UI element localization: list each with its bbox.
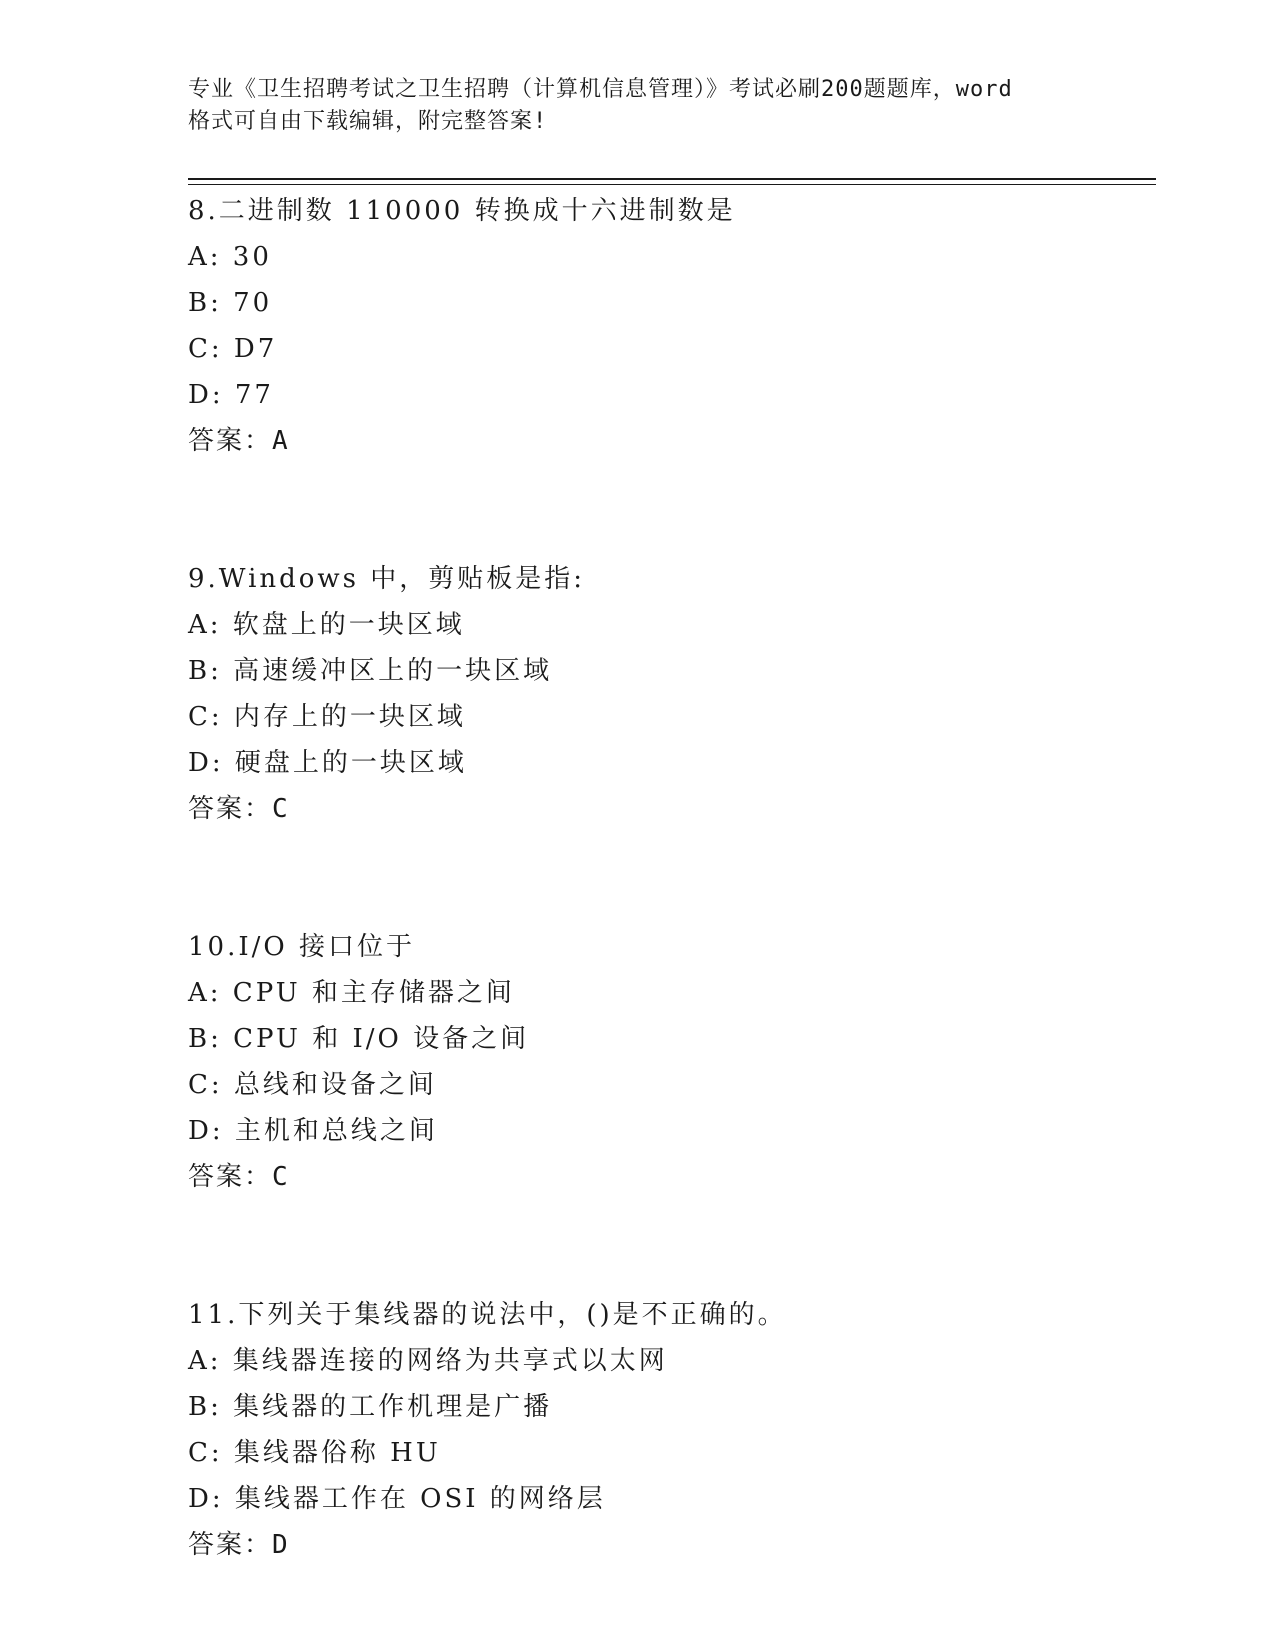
question-stem: 11.下列关于集线器的说法中，()是不正确的。 <box>188 1300 787 1330</box>
question-stem: 9.Windows 中，剪贴板是指: <box>188 564 586 594</box>
option-d: D: 77 <box>188 380 274 410</box>
header-line-2: 格式可自由下载编辑，附完整答案! <box>188 109 548 134</box>
option-d: D: 集线器工作在 OSI 的网络层 <box>188 1484 606 1514</box>
option-c: C: 总线和设备之间 <box>188 1070 437 1100</box>
question-spacer <box>188 832 1148 924</box>
document-header <box>188 74 1088 138</box>
question-10 <box>188 924 1148 1200</box>
option-c: C: D7 <box>188 334 278 364</box>
question-spacer <box>188 1200 1148 1292</box>
option-a: A: 30 <box>188 242 272 272</box>
question-9 <box>188 556 1148 832</box>
option-b: B: CPU 和 I/O 设备之间 <box>188 1024 530 1054</box>
question-8 <box>188 188 1148 464</box>
header-line-1: 专业《卫生招聘考试之卫生招聘（计算机信息管理）》考试必刷200题题库，word <box>188 77 1013 102</box>
option-c: C: 集线器俗称 HU <box>188 1438 441 1468</box>
option-b: B: 70 <box>188 288 273 318</box>
header-divider-thin <box>188 184 1156 185</box>
option-d: D: 主机和总线之间 <box>188 1116 438 1146</box>
answer-line: 答案：C <box>188 1162 290 1192</box>
header-divider-thick <box>188 178 1156 180</box>
answer-line: 答案：A <box>188 426 290 456</box>
option-a: A: 软盘上的一块区域 <box>188 610 465 640</box>
option-d: D: 硬盘上的一块区域 <box>188 748 467 778</box>
option-b: B: 高速缓冲区上的一块区域 <box>188 656 553 686</box>
option-b: B: 集线器的工作机理是广播 <box>188 1392 553 1422</box>
answer-line: 答案：C <box>188 794 290 824</box>
option-a: A: CPU 和主存储器之间 <box>188 978 515 1008</box>
question-spacer <box>188 464 1148 556</box>
question-stem: 10.I/O 接口位于 <box>188 932 415 962</box>
option-c: C: 内存上的一块区域 <box>188 702 466 732</box>
question-list <box>188 188 1148 1568</box>
question-11 <box>188 1292 1148 1568</box>
option-a: A: 集线器连接的网络为共享式以太网 <box>188 1346 668 1376</box>
question-stem: 8.二进制数 110000 转换成十六进制数是 <box>188 196 736 226</box>
answer-line: 答案：D <box>188 1530 290 1560</box>
